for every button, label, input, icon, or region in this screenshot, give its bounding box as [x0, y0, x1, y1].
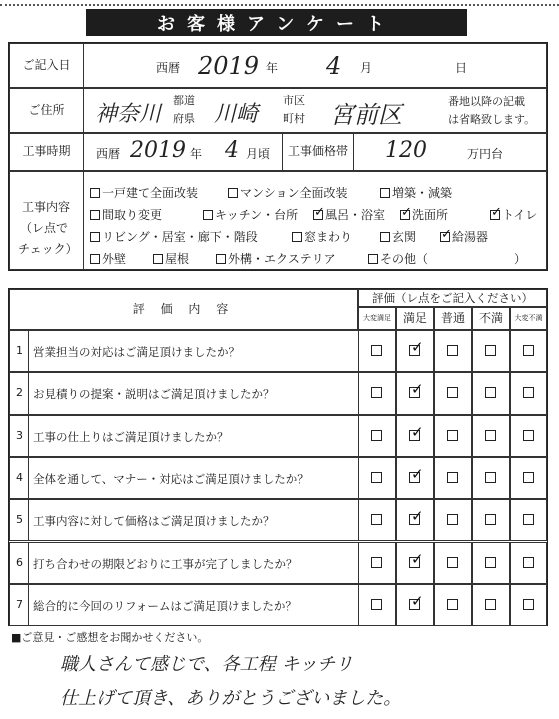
work-checkbox-item[interactable]	[203, 206, 298, 223]
checkbox-icon[interactable]	[490, 210, 500, 220]
checkbox-icon[interactable]	[380, 232, 390, 242]
checkbox-icon[interactable]	[380, 188, 390, 198]
work-checkbox-label: マンション全面改装	[240, 186, 348, 200]
rating-checkbox[interactable]	[371, 472, 382, 483]
address-city-value: 川崎	[214, 102, 259, 127]
rating-checkbox[interactable]	[485, 472, 496, 483]
rating-checkbox[interactable]	[523, 514, 534, 525]
checkbox-icon[interactable]	[313, 210, 323, 220]
scale-header-label: 満足	[402, 310, 427, 325]
question-text: 総合的に今回のリフォームはご満足頂けましたか？	[33, 598, 297, 613]
work-checkbox-label: 洗面所	[412, 208, 449, 222]
comments-label: ■ご意見・ご感想をお聞かせください。	[11, 631, 209, 644]
scale-header-label: 普通	[440, 310, 465, 325]
comments-line1: 職人さんて感じで、各工程 キッチリ	[60, 654, 353, 675]
question-text: 打ち合わせの期限どおりに工事が完了しましたか？	[33, 556, 298, 571]
checkbox-icon[interactable]	[216, 254, 226, 264]
scale-header-label: 大変満足	[363, 313, 391, 322]
work-checkbox-item[interactable]	[313, 206, 385, 223]
question-text: 工事の仕上りはご満足頂けましたか？	[33, 429, 229, 444]
row-number: 1	[16, 344, 23, 357]
work-checkbox-item[interactable]	[380, 228, 416, 245]
address-note-line1: 番地以降の記載	[448, 95, 525, 108]
date-label: ご記入日	[22, 57, 71, 72]
work-checkbox-label: トイレ	[502, 208, 538, 222]
date-year-value: 2019	[198, 52, 260, 80]
rating-checkbox[interactable]	[371, 557, 382, 568]
question-text: お見積りの提案・説明はご満足頂けましたか？	[33, 387, 275, 402]
rating-checkbox[interactable]	[485, 387, 496, 398]
work-label-line1: 工事内容	[22, 200, 71, 214]
checkbox-icon[interactable]	[90, 188, 100, 198]
rating-checkbox[interactable]	[485, 557, 496, 568]
rating-checkbox[interactable]	[523, 599, 534, 610]
checkbox-icon[interactable]	[90, 232, 100, 242]
evaluation-rating-header: 評価（レ点をご記入ください）	[372, 290, 533, 305]
row-number: 6	[16, 555, 23, 569]
work-checkbox-label: 外壁	[102, 252, 127, 266]
work-checkbox-item[interactable]	[90, 184, 198, 201]
price-value: 120	[385, 138, 427, 163]
work-checkbox-label: リビング・居室・廊下・階段	[102, 230, 258, 244]
checkbox-icon[interactable]	[203, 210, 213, 220]
work-checkbox-item[interactable]	[380, 184, 452, 201]
checkbox-icon[interactable]	[228, 188, 238, 198]
rating-checkbox[interactable]	[371, 387, 382, 398]
rating-checkbox[interactable]	[409, 472, 420, 483]
rating-checkbox[interactable]	[523, 387, 534, 398]
period-year-unit: 年	[190, 147, 203, 161]
work-checkbox-item[interactable]	[368, 250, 428, 267]
row-number: 3	[16, 428, 23, 442]
rating-checkbox[interactable]	[447, 345, 458, 356]
work-checkbox-label: 増築・減築	[392, 186, 453, 200]
price-label: 工事価格帯	[287, 144, 348, 159]
rating-checkbox[interactable]	[447, 514, 458, 525]
question-text: 工事内容に対して価格はご満足頂けましたか？	[33, 514, 275, 529]
checkbox-icon[interactable]	[292, 232, 302, 242]
rating-checkbox[interactable]	[523, 430, 534, 441]
work-checkbox-label: 窓まわり	[304, 230, 353, 244]
row-number: 2	[16, 386, 23, 400]
work-checkbox-item[interactable]	[292, 228, 352, 245]
work-checkbox-label: 一戸建て全面改装	[102, 186, 199, 200]
rating-checkbox[interactable]	[447, 557, 458, 568]
address-prefecture-unit-2: 府県	[173, 112, 195, 125]
period-year-value: 2019	[130, 138, 186, 163]
question-text: 全体を通して、マナー・対応はご満足頂けましたか？	[33, 471, 309, 486]
work-checkbox-item[interactable]	[440, 228, 488, 245]
row-number: 7	[16, 597, 23, 611]
checkbox-icon[interactable]	[440, 232, 450, 242]
rating-checkbox[interactable]	[523, 345, 534, 356]
address-note-line2: は省略致します。	[448, 113, 536, 126]
checkbox-icon[interactable]	[90, 210, 100, 220]
rating-checkbox[interactable]	[409, 599, 420, 610]
address-prefecture-unit-1: 都道	[173, 94, 195, 107]
period-month-value: 4	[225, 138, 239, 163]
work-checkbox-label: 屋根	[165, 252, 190, 266]
work-checkbox-label: 玄関	[392, 230, 417, 244]
price-unit: 万円台	[467, 147, 504, 161]
row-number: 5	[16, 513, 23, 527]
form-title: お客様アンケート	[86, 9, 467, 36]
checkbox-icon[interactable]	[368, 254, 378, 264]
date-month-value: 4	[326, 52, 342, 80]
work-label-line2: （レ点で	[20, 221, 69, 235]
address-ward-value: 宮前区	[330, 101, 402, 129]
checkbox-icon[interactable]	[153, 254, 163, 264]
rating-checkbox[interactable]	[409, 387, 420, 398]
address-city-unit-2: 町村	[283, 112, 305, 125]
comments-line2: 仕上げて頂き、ありがとうございました。	[60, 688, 402, 709]
work-other-close: ）	[514, 252, 527, 266]
work-checkbox-item[interactable]	[90, 206, 162, 223]
rating-checkbox[interactable]	[447, 599, 458, 610]
rating-checkbox[interactable]	[371, 599, 382, 610]
work-checkbox-label: 給湯器	[452, 230, 489, 244]
work-checkbox-item[interactable]	[216, 250, 336, 267]
work-checkbox-item[interactable]	[400, 206, 448, 223]
work-checkbox-label: 外構・エクステリア	[228, 252, 336, 266]
date-day-unit: 日	[455, 61, 468, 75]
scale-header-label: 不満	[478, 310, 503, 325]
scale-header-label: 大変不満	[514, 313, 543, 322]
date-year-unit: 年	[266, 61, 279, 75]
date-month-unit: 月	[360, 61, 373, 75]
top-dotted-divider	[0, 4, 559, 6]
rating-checkbox[interactable]	[409, 557, 420, 568]
work-checkbox-item[interactable]	[490, 206, 537, 223]
rating-checkbox[interactable]	[371, 430, 382, 441]
address-city-unit-1: 市区	[283, 94, 305, 107]
date-era-label: 西暦	[156, 61, 181, 75]
address-label: ご住所	[28, 102, 65, 117]
work-label-line3: チェック）	[18, 242, 78, 256]
rating-checkbox[interactable]	[447, 430, 458, 441]
rating-checkbox[interactable]	[371, 514, 382, 525]
work-checkbox-label: 間取り変更	[102, 208, 163, 222]
rating-checkbox[interactable]	[485, 599, 496, 610]
rating-checkbox[interactable]	[523, 557, 534, 568]
checkbox-icon[interactable]	[90, 254, 100, 264]
work-checkbox-item[interactable]	[90, 228, 258, 245]
work-checkbox-item[interactable]	[90, 250, 126, 267]
evaluation-content-header: 評 価 内 容	[132, 301, 235, 316]
rating-checkbox[interactable]	[485, 345, 496, 356]
rating-checkbox[interactable]	[523, 472, 534, 483]
work-checkbox-item[interactable]	[153, 250, 189, 267]
address-prefecture-value: 神奈川	[95, 102, 162, 127]
checkbox-icon[interactable]	[400, 210, 410, 220]
rating-checkbox[interactable]	[485, 514, 496, 525]
rating-checkbox[interactable]	[447, 387, 458, 398]
rating-checkbox[interactable]	[447, 472, 458, 483]
work-checkbox-label: その他（	[380, 252, 429, 266]
work-checkbox-label: 風呂・浴室	[325, 208, 386, 222]
question-text: 営業担当の対応はご満足頂けましたか？	[33, 345, 240, 359]
row-number: 4	[16, 470, 23, 484]
work-checkbox-label: キッチン・台所	[215, 208, 299, 222]
period-era-label: 西暦	[96, 147, 121, 161]
period-month-unit: 月頃	[246, 147, 271, 161]
rating-checkbox[interactable]	[371, 345, 382, 356]
rating-checkbox[interactable]	[485, 430, 496, 441]
rating-checkbox[interactable]	[409, 345, 420, 356]
work-checkbox-item[interactable]	[228, 184, 347, 201]
period-label: 工事時期	[22, 144, 71, 159]
rating-checkbox[interactable]	[409, 514, 420, 525]
rating-checkbox[interactable]	[409, 430, 420, 441]
